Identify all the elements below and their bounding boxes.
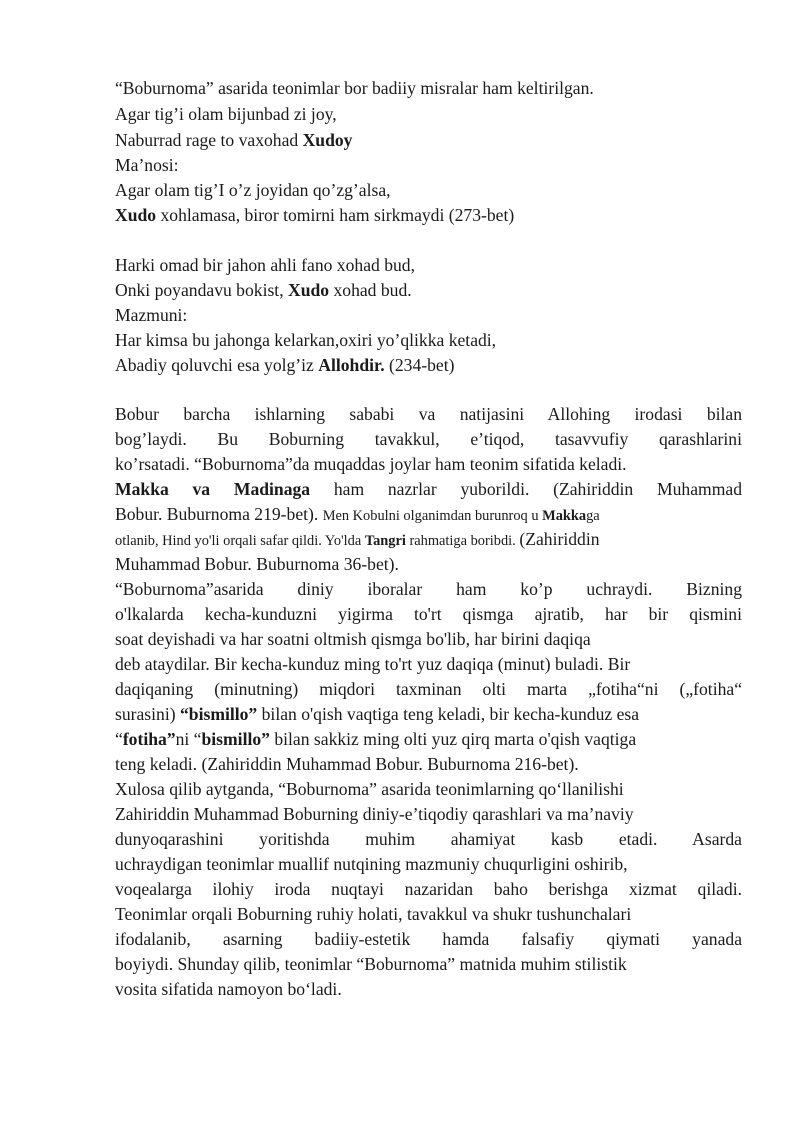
conclusion-line-1: Xulosa qilib aytganda, “Boburnoma” asarida teonimlarning qo‘llanilishi xyxy=(115,779,624,799)
text-run-small: ga xyxy=(586,508,600,524)
text-run: Bobur. Buburnoma 219-bet). xyxy=(115,504,323,524)
text-run: bilan o'qish vaqtiga teng keladi, bir kecha-kunduz esa xyxy=(257,704,640,724)
para1-line-2: bog’laydi. Bu Boburning tavakkul, e’tiqod, tasavvufiy qarashlarini xyxy=(115,429,742,449)
theonym-bold: Xudoy xyxy=(302,130,353,150)
poem1-meaning-label: Ma’nosi: xyxy=(115,155,179,175)
theonym-bold: Tangri xyxy=(364,533,406,549)
conclusion-line-8: boyiydi. Shunday qilib, teonimlar “Boburnoma” matnida muhim stilistik xyxy=(115,954,627,974)
poem2-line-1: Harki omad bir jahon ahli fano xohad bud, xyxy=(115,255,415,275)
para2-line-4: deb ataydilar. Bir kecha-kunduz ming to'rt yuz daqiqa (minut) buladi. Bir xyxy=(115,654,631,674)
conclusion-line-6: Teonimlar orqali Boburning ruhiy holati, tavakkul va shukr tushunchalari xyxy=(115,904,632,924)
place-bold: Makka xyxy=(542,508,587,524)
text-run: surasini) xyxy=(115,704,180,724)
text-run: ni “ xyxy=(175,729,202,749)
para1-line-3: ko’rsatadi. “Boburnoma”da muqaddas joylar ham teonim sifatida keladi. xyxy=(115,454,627,474)
text-run-small: rahmatiga boribdi. xyxy=(405,533,520,549)
poem2-line-3: Har kimsa bu jahonga kelarkan,oxiri yo’qlikka ketadi, xyxy=(115,330,497,350)
conclusion-line-3: dunyoqarashini yoritishda muhim ahamiyat kasb etadi. Asarda xyxy=(115,829,742,849)
para1-line-5 xyxy=(115,502,742,528)
poem2-line-2 xyxy=(115,278,742,302)
poem1-line-2 xyxy=(115,128,742,152)
conclusion-line-7: ifodalanib, asarning badiiy-estetik hamda falsafiy qiymati yanada xyxy=(115,929,742,949)
para2-line-6 xyxy=(115,702,742,726)
text-run: xohlamasa, biror tomirni ham sirkmaydi (273-bet) xyxy=(156,205,515,225)
para1-line-7: Muhammad Bobur. Buburnoma 36-bet). xyxy=(115,554,399,574)
para1-line-6 xyxy=(115,527,742,553)
conclusion-line-5: voqealarga ilohiy iroda nuqtayi nazaridan baho berishga xizmat qiladi. xyxy=(115,879,742,899)
text-run: “ xyxy=(115,729,123,749)
conclusion-line-9: vosita sifatida namoyon bo‘ladi. xyxy=(115,979,342,999)
poem2-meaning-label: Mazmuni: xyxy=(115,305,188,325)
para2-line-8: teng keladi. (Zahiriddin Muhammad Bobur. Buburnoma 216-bet). xyxy=(115,754,579,774)
para1-line-1: Bobur barcha ishlarning sababi va natijasini Allohing irodasi bilan xyxy=(115,404,742,424)
poem1-line-3: Agar olam tig’I o’z joyidan qo’zg’alsa, xyxy=(115,180,391,200)
poem1-intro: “Boburnoma” asarida teonimlar bor badiiy misralar ham keltirilgan. xyxy=(115,78,594,98)
text-run: (Zahiriddin xyxy=(519,529,600,549)
poem2-line-4 xyxy=(115,353,742,377)
holy-places-bold: Makka va Madinaga xyxy=(115,479,311,499)
text-run: bilan sakkiz ming olti yuz qirq marta o'qish vaqtiga xyxy=(269,729,637,749)
poem1-line-1: Agar tig’i olam bijunbad zi joy, xyxy=(115,104,337,124)
text-run: xohad bud. xyxy=(329,280,412,300)
para2-line-3: soat deyishadi va har soatni oltmish qismga bo'lib, har birini daqiqa xyxy=(115,629,591,649)
text-run: ham nazrlar yuborildi. (Zahiriddin Muhammad xyxy=(310,479,742,499)
conclusion-line-2: Zahiriddin Muhammad Boburning diniy-e’tiqodiy qarashlari va ma’naviy xyxy=(115,804,634,824)
text-run: Naburrad rage to vaxohad xyxy=(115,130,303,150)
text-run-small: Men Kobulni olganimdan burunroq u xyxy=(322,508,543,524)
para2-line-1: “Boburnoma”asarida diniy iboralar ham ko’p uchraydi. Bizning xyxy=(115,579,742,599)
text-run: (234-bet) xyxy=(384,355,455,375)
text-run: Onki poyandavu bokist, xyxy=(115,280,288,300)
para2-line-2: o'lkalarda kecha-kunduzni yigirma to'rt qismga ajratib, har bir qismini xyxy=(115,604,742,624)
term-bold: bismillo” xyxy=(201,729,270,749)
theonym-bold: Xudo xyxy=(115,205,157,225)
text-run: Abadiy qoluvchi esa yolg’iz xyxy=(115,355,319,375)
theonym-bold: Allohdir. xyxy=(318,355,385,375)
term-bold: “bismillo” xyxy=(180,704,258,724)
text-run-small: otlanib, Hind yo'li orqali safar qildi. Yo'lda xyxy=(115,533,365,549)
para2-line-7 xyxy=(115,727,742,751)
theonym-bold: Xudo xyxy=(288,280,330,300)
para1-line-4 xyxy=(115,477,742,501)
poem1-line-4 xyxy=(115,203,742,227)
term-bold: fotiha” xyxy=(122,729,176,749)
para2-line-5: daqiqaning (minutning) miqdori taxminan olti marta „fotiha“ni („fotiha“ xyxy=(115,679,742,699)
conclusion-line-4: uchraydigan teonimlar muallif nutqining mazmuniy chuqurligini oshirib, xyxy=(115,854,628,874)
